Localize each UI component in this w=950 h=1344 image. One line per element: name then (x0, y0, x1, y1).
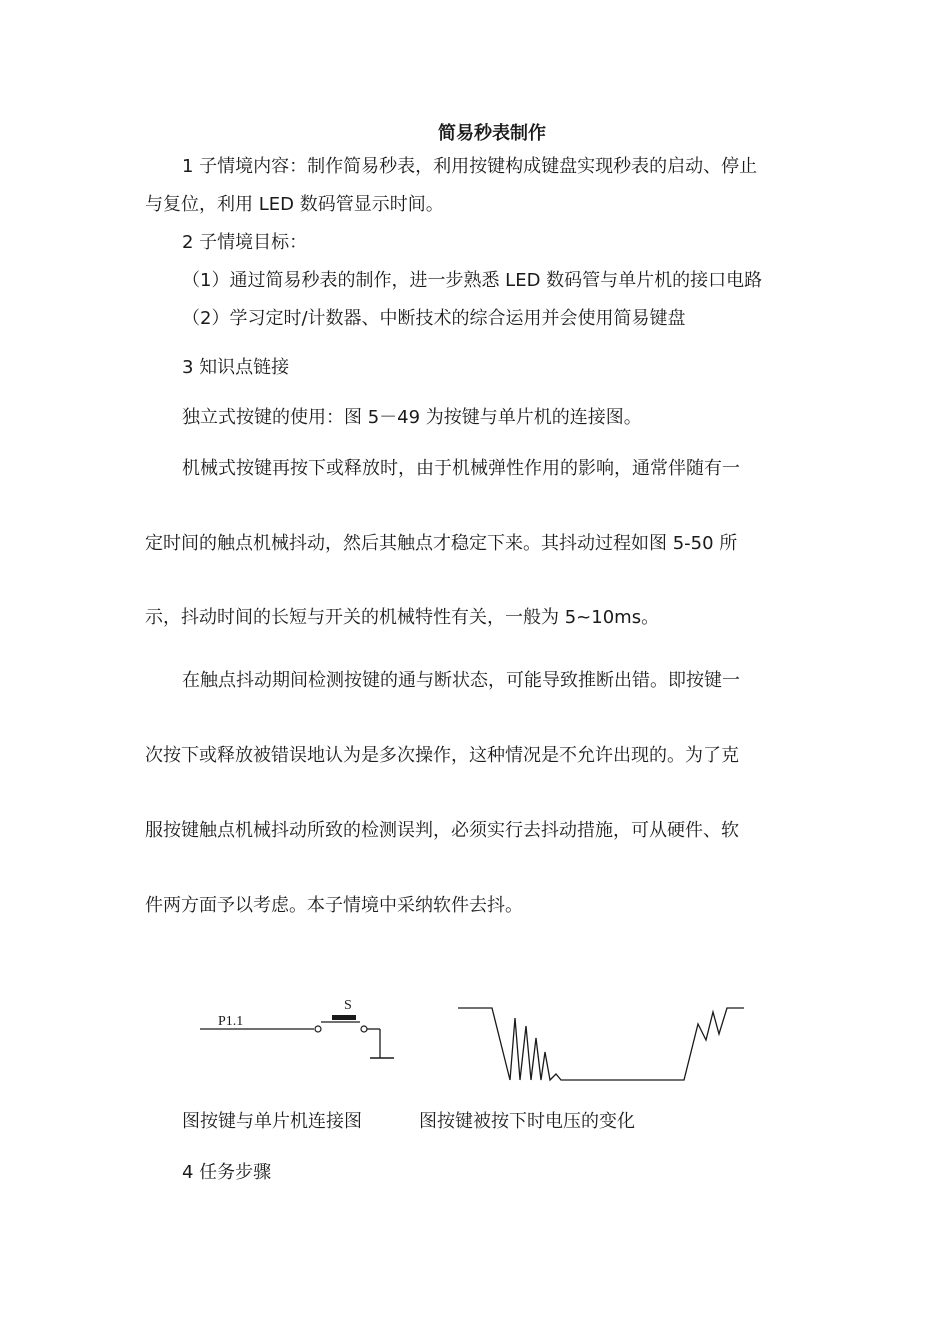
switch-contact-left (315, 1026, 321, 1032)
switch-button-cap (332, 1015, 356, 1020)
paragraph-6-line-1: 在触点抖动期间检测按键的通与断状态，可能导致推断出错。即按键一 (182, 670, 740, 691)
switch-contact-right (361, 1026, 367, 1032)
paragraph-6-line-4: 件两方面予以考虑。本子情境中采纳软件去抖。 (145, 895, 523, 916)
section-4-heading: 4 任务步骤 (182, 1162, 272, 1183)
voltage-bounce-waveform (458, 1004, 748, 1084)
paragraph-6-line-2: 次按下或释放被错误地认为是多次操作，这种情况是不允许出现的。为了克 (145, 745, 739, 766)
section-3-heading: 3 知识点链接 (182, 357, 290, 378)
pin-label: P1.1 (218, 1014, 244, 1029)
switch-label: S (344, 998, 352, 1013)
paragraph-5-line-3: 示，抖动时间的长短与开关的机械特性有关，一般为 5~10ms。 (145, 607, 660, 628)
figure-caption-right: 图按键被按下时电压的变化 (419, 1111, 635, 1132)
paragraph-5-line-2: 定时间的触点机械抖动，然后其触点才稳定下来。其抖动过程如图 5-50 所 (145, 533, 738, 554)
paragraph-5-line-1: 机械式按键再按下或释放时，由于机械弹性作用的影响，通常伴随有一 (182, 458, 740, 479)
figure-caption-left: 图按键与单片机连接图 (182, 1111, 362, 1132)
paragraph-6-line-3: 服按键触点机械抖动所致的检测误判，必须实行去抖动措施，可从硬件、软 (145, 820, 739, 841)
goal-item-1: （1）通过简易秒表的制作，进一步熟悉 LED 数码管与单片机的接口电路 (182, 270, 763, 291)
waveform-line (458, 1008, 744, 1080)
key-connection-diagram (196, 994, 416, 1064)
doc-title: 简易秒表制作 (438, 123, 546, 144)
paragraph-2-heading: 2 子情境目标： (182, 232, 308, 253)
paragraph-1-line-1: 1 子情境内容：制作简易秒表，利用按键构成键盘实现秒表的启动、停止 (182, 156, 758, 177)
goal-item-2: （2）学习定时/计数器、中断技术的综合运用并会使用简易键盘 (182, 308, 686, 329)
paragraph-4: 独立式按键的使用：图 5－49 为按键与单片机的连接图。 (182, 407, 642, 428)
paragraph-1-line-2: 与复位，利用 LED 数码管显示时间。 (145, 194, 444, 215)
